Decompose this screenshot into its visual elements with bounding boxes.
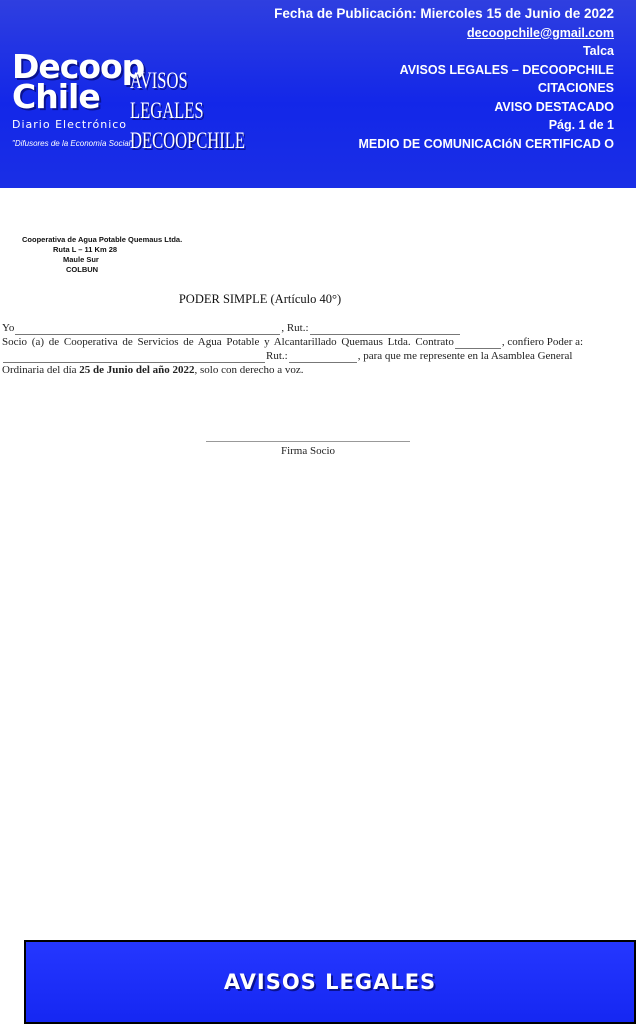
wordmark-line-legales: LEGALES	[130, 98, 204, 123]
confiero-text: , confiero Poder a:	[501, 336, 584, 348]
org-name: Cooperativa de Agua Potable Quemaus Ltda.	[22, 235, 183, 244]
represente-text: , para que me represente en la Asamblea General	[357, 350, 573, 362]
ordinaria-text: Ordinaria del día	[2, 364, 77, 376]
highlight-label: AVISO DESTACADO	[494, 99, 614, 114]
avisos-legales-wordmark	[130, 66, 246, 156]
signature-label: Firma Socio	[280, 445, 336, 457]
body-line-1	[2, 321, 616, 335]
socio-text: Socio (a) de Cooperativa de Servicios de Agua Potable y Alcantarillado Quemaus Ltda. Contrato	[2, 336, 454, 348]
logo-line-chile: Chile	[12, 77, 100, 116]
rut-blank-field[interactable]	[310, 324, 460, 335]
city-label: Talca	[582, 44, 614, 58]
header-banner	[0, 0, 636, 188]
page-indicator: Pág. 1 de 1	[548, 118, 614, 132]
organization-header	[22, 235, 192, 275]
publication-date: Fecha de Publicación: Miercoles 15 de Junio de 2022	[274, 6, 614, 21]
document-title: PODER SIMPLE (Artículo 40°)	[178, 292, 342, 306]
wordmark-line-avisos: AVISOS	[130, 68, 188, 93]
section-label: AVISOS LEGALES – DECOOPCHILE	[399, 62, 614, 77]
logo-subtitle: Diario Electrónico	[12, 118, 128, 131]
representative-rut-blank-field[interactable]	[289, 352, 357, 363]
org-address-route: Ruta L – 11 Km 28	[53, 245, 118, 254]
footer-banner	[24, 940, 636, 1024]
body-line-2	[2, 335, 616, 349]
name-blank-field[interactable]	[15, 324, 280, 335]
yo-label: Yo	[2, 322, 15, 334]
assembly-date: 25 de Junio del año 2022	[79, 364, 195, 376]
org-address-region: Maule Sur	[63, 255, 99, 264]
signature-line[interactable]	[206, 441, 410, 442]
category-label: CITACIONES	[537, 81, 614, 95]
contact-email-link[interactable]: decoopchile@gmail.com	[467, 25, 614, 40]
certification-label: MEDIO DE COMUNICACIóN CERTIFICAD O	[358, 136, 614, 151]
org-address-city: COLBUN	[66, 265, 99, 274]
rut-label-2: Rut.:	[266, 350, 288, 362]
logo-tagline: "Difusores de la Economía Social"	[12, 139, 134, 148]
wordmark-line-decoopchile: DECOOPCHILE	[130, 128, 246, 153]
footer-avisos-legales: AVISOS LEGALES	[223, 970, 437, 994]
closing-text: , solo con derecho a voz.	[194, 364, 304, 376]
body-line-3	[2, 349, 616, 363]
representative-name-blank-field[interactable]	[3, 352, 265, 363]
document-body	[2, 321, 616, 377]
signature-block	[206, 441, 410, 457]
publication-info	[274, 5, 614, 153]
logo-line-decoop: Decoop	[12, 47, 145, 86]
rut-label: , Rut.:	[281, 322, 309, 334]
decoop-chile-logo[interactable]	[12, 47, 145, 160]
contract-blank-field[interactable]	[455, 338, 501, 349]
body-line-4	[2, 363, 616, 377]
